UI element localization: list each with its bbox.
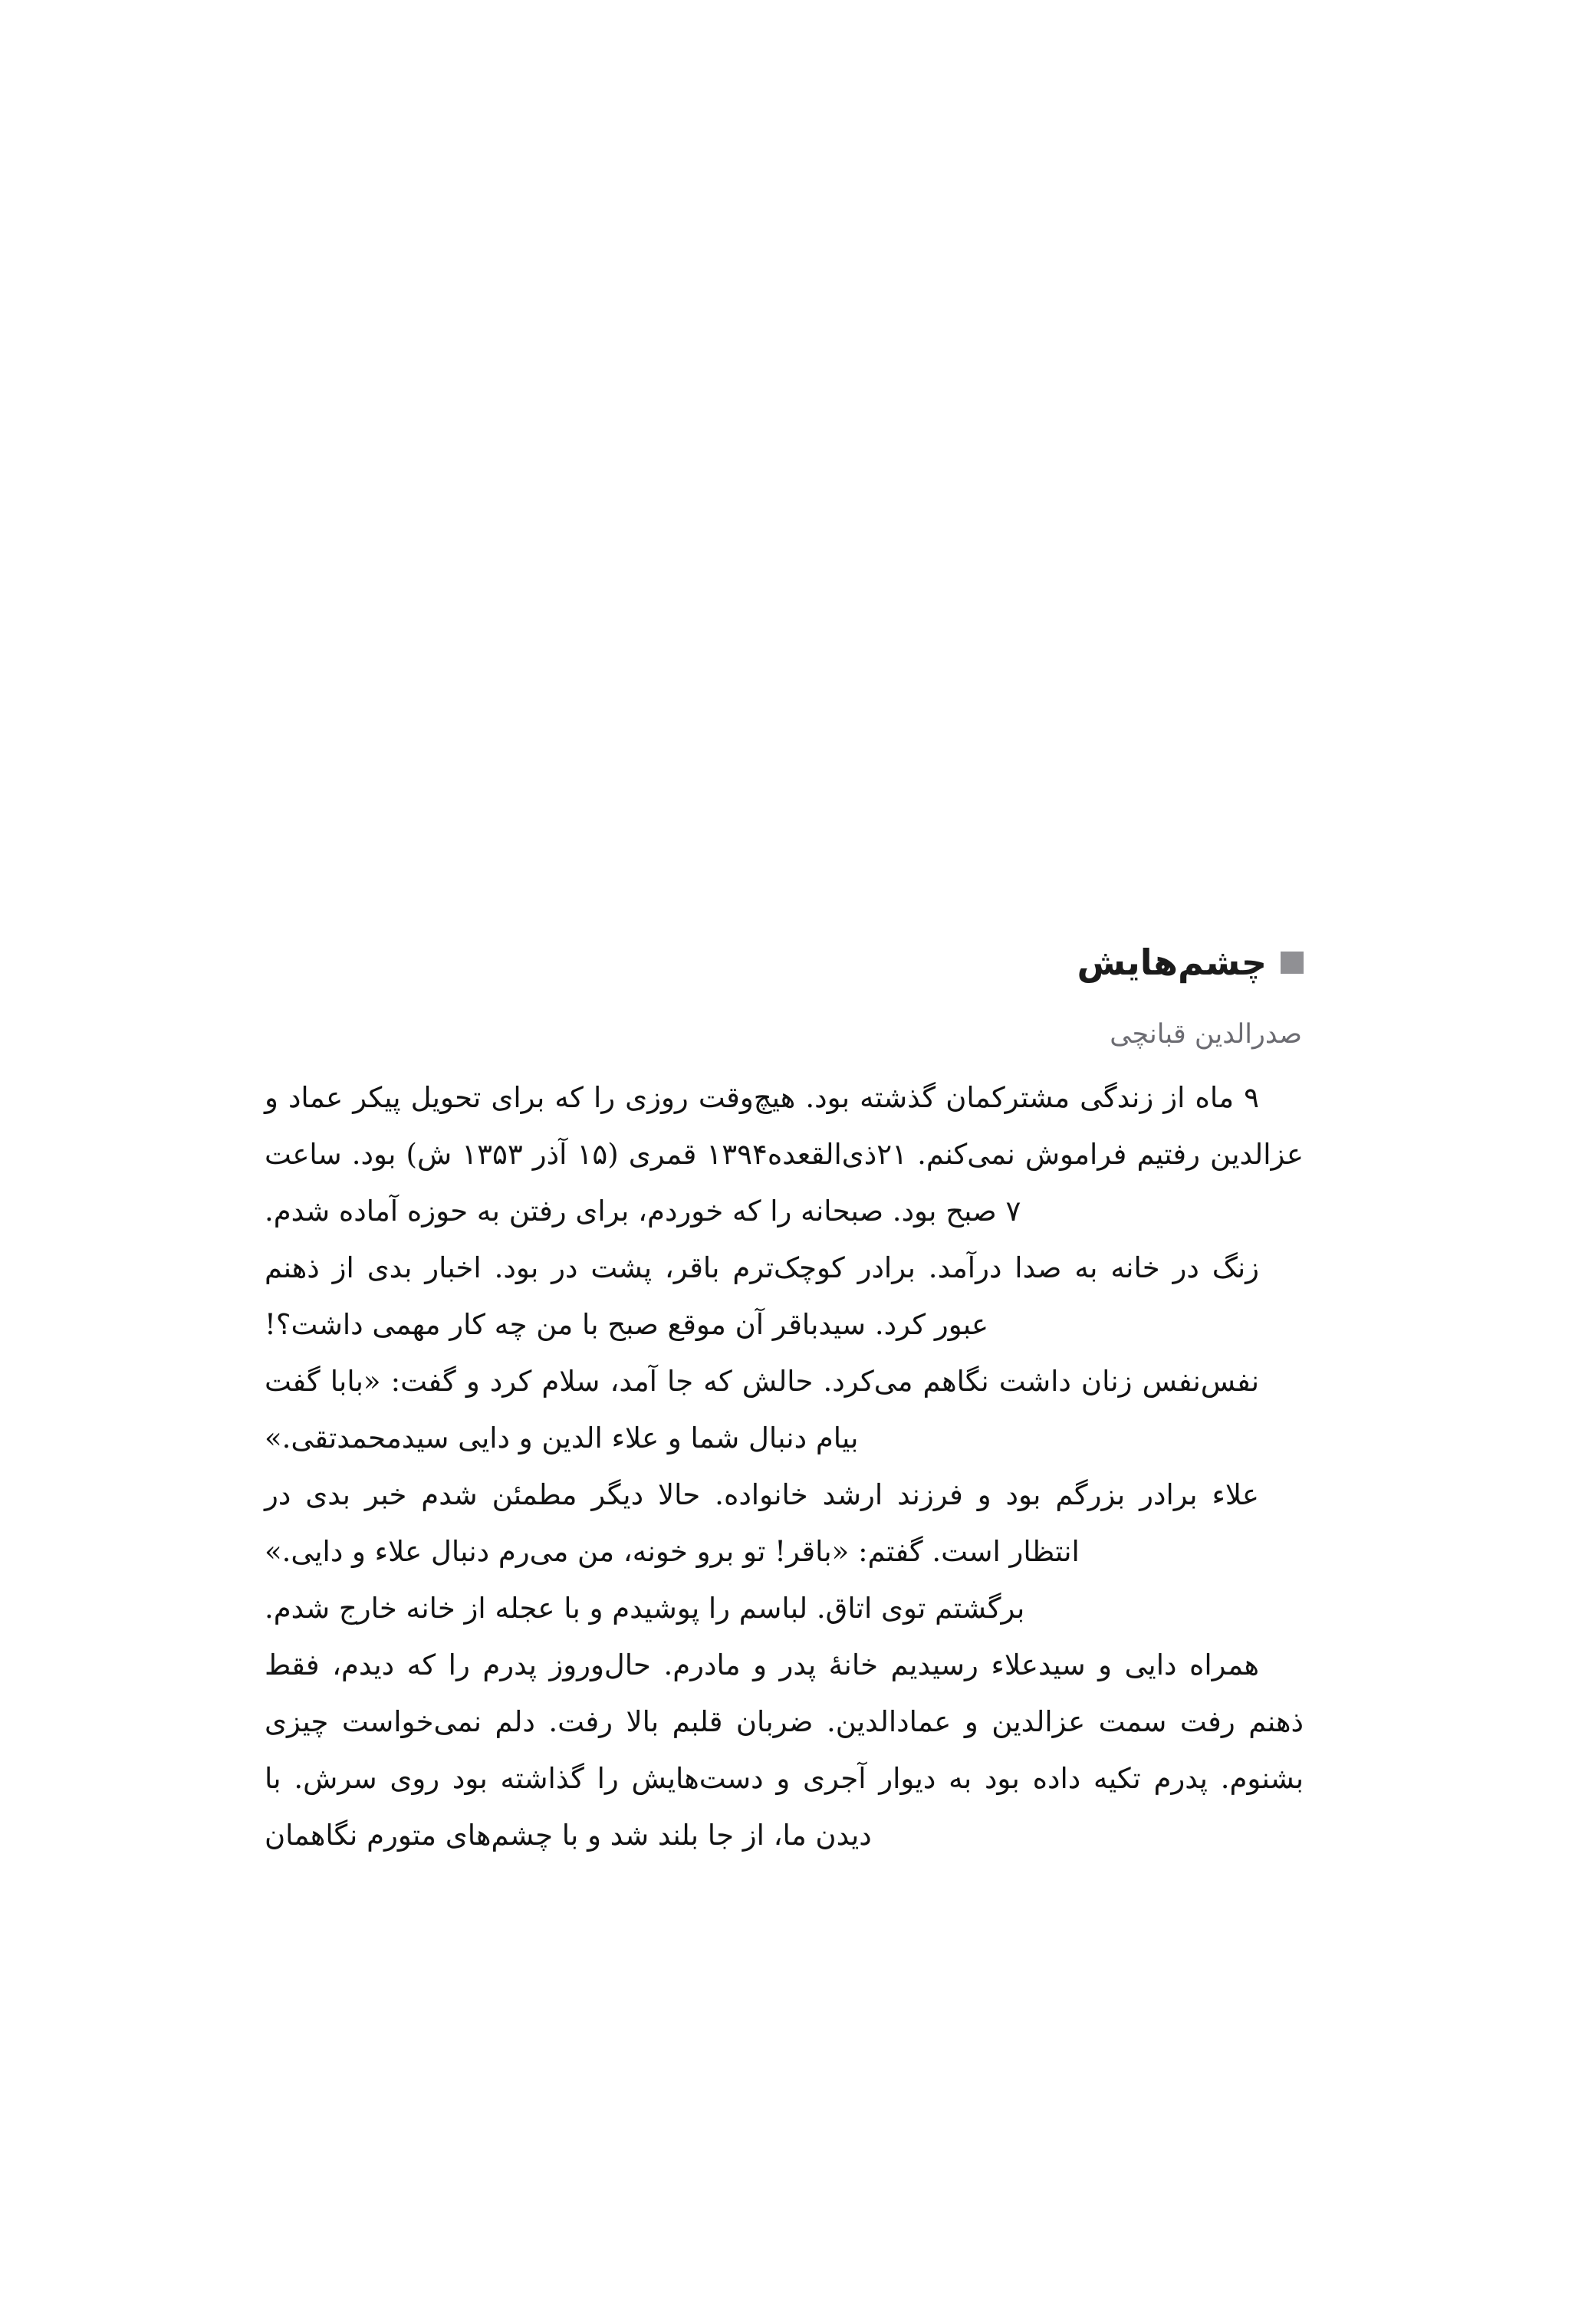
body-paragraph: علاء برادر بزرگم بود و فرزند ارشد خانواده. حالا دیگر مطمئن شدم خبر بدی در انتظار است. گفتم: «باقر! تو برو خونه، من می‌رم دنبال علاء و دایی.» (265, 1478, 1259, 1568)
body-paragraph: ۹ ماه از زندگی مشترکمان گذشته بود. هیچ‌وقت روزی را که برای تحویل پیکر عماد و عزالدین رفتیم فراموش نمی‌کنم. ۲۱ذی‌القعده۱۳۹۴ قمری (۱۵ آذر ۱۳۵۳ ش) بود. ساعت ۷ صبح بود. صبحانه را که خوردم، برای رفتن به حوزه آماده شدم. (265, 1080, 1304, 1228)
body-paragraph: زنگ در خانه به صدا درآمد. برادر کوچک‌ترم باقر، پشت در بود. اخبار بدی از ذهنم عبور کرد. سیدباقر آن موقع صبح با من چه کار مهمی داشت؟! (265, 1251, 1259, 1341)
article-heading (265, 917, 1304, 1008)
article-byline: صدرالدین قبانچی (1110, 1019, 1302, 1050)
square-bullet-icon (1281, 952, 1304, 974)
body-paragraph: همراه دایی و سیدعلاء رسیدیم خانهٔ پدر و مادرم. حال‌وروز پدرم را که دیدم، فقط ذهنم رفت سمت عزالدین و عمادالدین. ضربان قلبم بالا رفت. دلم نمی‌خواست چیزی بشنوم. پدرم تکیه داده بود به دیوار آجری و دست‌هایش را گذاشته بود روی سرش. با دیدن ما، از جا بلند شد و با چشم‌های متورم نگاهمان (265, 1648, 1304, 1852)
body-paragraph: برگشتم توی اتاق. لباسم را پوشیدم و با عجله از خانه خارج شدم. (265, 1591, 1025, 1625)
article-content (265, 917, 1304, 1864)
article-body (265, 1070, 1304, 1864)
page-title: چشم‌هایش (1077, 941, 1267, 983)
body-paragraph: نفس‌نفس زنان داشت نگاهم می‌کرد. حالش که جا آمد، سلام کرد و گفت: «بابا گفت بیام دنبال شما و علاء الدین و دایی سیدمحمدتقی.» (265, 1364, 1259, 1455)
